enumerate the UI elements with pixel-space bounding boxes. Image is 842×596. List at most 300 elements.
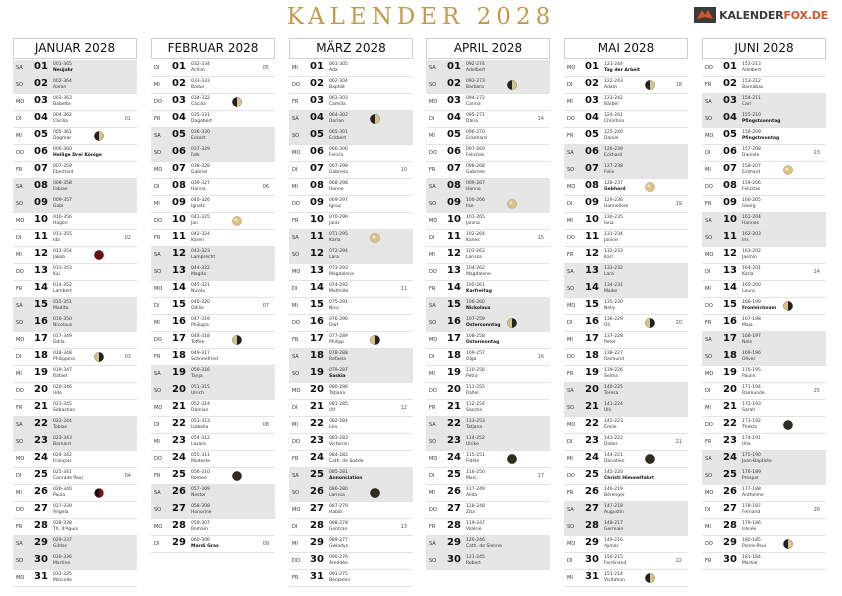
day-info <box>742 538 766 550</box>
day-info <box>191 538 219 550</box>
day-of-year: 096-270 <box>466 130 485 135</box>
day-info <box>466 368 485 380</box>
day-of-year: 177-188 <box>742 487 761 492</box>
day-row <box>151 332 275 349</box>
day-row <box>151 264 275 281</box>
day-info <box>329 317 348 329</box>
name-day: Aaron <box>53 85 67 90</box>
name-day: Cath. de Suède <box>329 459 364 464</box>
name-day: Karla <box>742 272 754 277</box>
day-number: 22 <box>585 418 599 429</box>
name-day: Carl <box>742 102 751 107</box>
day-of-year: 036-330 <box>191 130 210 135</box>
weekday-label: MO <box>429 456 438 462</box>
name-day: Tanja <box>191 374 203 379</box>
weekday-label: DI <box>292 286 298 292</box>
name-day: Jasmin <box>742 255 757 260</box>
day-row <box>13 111 137 128</box>
name-day: Gabi <box>53 204 64 209</box>
day-row <box>13 570 137 587</box>
day-of-year: 176-189 <box>742 470 761 475</box>
name-day: Victorien <box>329 442 349 447</box>
day-of-year: 071-295 <box>329 232 348 237</box>
holiday-name: Nickolaus <box>466 306 491 311</box>
day-row <box>13 366 137 383</box>
day-of-year: 080-286 <box>329 385 348 390</box>
day-row <box>13 451 137 468</box>
day-number: 15 <box>723 299 737 310</box>
weekday-label: MO <box>705 252 714 258</box>
day-of-year: 111-255 <box>466 385 485 390</box>
new-moon-icon <box>370 488 380 498</box>
day-row <box>151 77 275 94</box>
day-info <box>604 198 628 210</box>
weekday-label: FR <box>429 405 436 411</box>
day-row <box>13 264 137 281</box>
day-of-year: 134-231 <box>604 283 623 288</box>
day-number: 15 <box>447 299 461 310</box>
day-of-year: 065-301 <box>329 130 348 135</box>
day-info <box>53 113 72 125</box>
day-row <box>426 298 550 315</box>
day-info <box>466 215 485 227</box>
day-info <box>191 351 218 363</box>
day-row <box>564 196 688 213</box>
weekday-label: SO <box>292 252 300 258</box>
day-number: 16 <box>447 316 461 327</box>
day-of-year: 033-333 <box>191 79 210 84</box>
name-day: Ignaz <box>329 204 342 209</box>
weekday-label: DI <box>292 405 298 411</box>
day-number: 25 <box>723 469 737 480</box>
weekday-label: DI <box>705 269 711 275</box>
weekday-label: FR <box>292 99 299 105</box>
day-row <box>564 162 688 179</box>
day-of-year: 063-303 <box>329 96 348 101</box>
name-day: Karla <box>329 238 341 243</box>
name-day: Hannes <box>742 221 759 226</box>
day-number: 15 <box>172 299 186 310</box>
name-day: Dagmar <box>53 136 72 141</box>
day-row <box>564 179 688 196</box>
week-number: 25 <box>813 388 820 394</box>
day-info <box>604 130 623 142</box>
day-info <box>466 147 485 159</box>
day-info <box>742 130 779 142</box>
weekday-label: FR <box>567 490 574 496</box>
day-of-year: 041-325 <box>191 215 210 220</box>
day-number: 08 <box>585 180 599 191</box>
day-info <box>53 130 72 142</box>
day-row <box>426 553 550 570</box>
name-day: Carina <box>466 102 481 107</box>
weekday-label: SA <box>429 184 436 190</box>
weekday-label: DO <box>429 150 437 156</box>
day-of-year: 169-196 <box>742 351 761 356</box>
weekday-label: SA <box>705 99 712 105</box>
day-row <box>702 349 826 366</box>
day-info <box>53 62 73 74</box>
day-number: 03 <box>585 95 599 106</box>
weekday-label: DI <box>429 116 435 122</box>
weekday-label: FR <box>16 286 23 292</box>
name-day: Oli <box>604 323 611 328</box>
day-of-year: 118-248 <box>466 504 485 509</box>
day-of-year: 172-193 <box>742 402 761 407</box>
weekday-label: DO <box>16 388 24 394</box>
day-row <box>426 213 550 230</box>
day-of-year: 077-289 <box>329 334 348 339</box>
day-of-year: 110-256 <box>466 368 485 373</box>
day-info <box>742 266 761 278</box>
day-row <box>702 162 826 179</box>
day-row <box>151 383 275 400</box>
day-number: 05 <box>172 129 186 140</box>
day-row <box>289 383 413 400</box>
day-row <box>702 434 826 451</box>
day-number: 12 <box>447 248 461 259</box>
weekday-label: DI <box>429 473 435 479</box>
name-day: Bodur <box>191 85 205 90</box>
day-number: 01 <box>447 61 461 72</box>
day-row <box>564 417 688 434</box>
weekday-label: DI <box>567 201 573 207</box>
day-info <box>742 147 761 159</box>
weekday-label: SO <box>16 558 24 564</box>
day-number: 02 <box>172 78 186 89</box>
day-of-year: 112-254 <box>466 402 485 407</box>
day-info <box>53 164 73 176</box>
name-day: Mathilde <box>329 289 349 294</box>
day-row <box>564 485 688 502</box>
day-number: 20 <box>585 384 599 395</box>
day-info <box>466 113 485 125</box>
name-day: Irénée <box>742 527 757 532</box>
weekday-label: SO <box>154 150 162 156</box>
week-number: 23 <box>813 150 820 156</box>
day-number: 02 <box>310 78 324 89</box>
day-of-year: 061-305 <box>329 62 348 67</box>
day-row <box>426 230 550 247</box>
day-row <box>426 162 550 179</box>
first-quarter-moon-icon <box>94 131 104 141</box>
name-day: Magda <box>191 272 207 277</box>
name-day: Visitation <box>604 578 625 583</box>
day-info <box>742 351 761 363</box>
day-row <box>13 281 137 298</box>
day-of-year: 154-211 <box>742 96 761 101</box>
day-of-year: 103-263 <box>466 249 485 254</box>
day-of-year: 152-213 <box>742 62 761 67</box>
day-info <box>742 453 772 465</box>
weekday-label: MO <box>429 337 438 343</box>
name-day: Gwladys <box>329 544 349 549</box>
day-of-year: 126-239 <box>604 147 623 152</box>
day-row <box>426 145 550 162</box>
full-moon-icon <box>645 182 655 192</box>
day-of-year: 060-306 <box>191 538 210 543</box>
name-day: Karl <box>604 255 613 260</box>
day-of-year: 122-243 <box>604 79 623 84</box>
day-of-year: 083-283 <box>329 436 348 441</box>
day-number: 27 <box>310 503 324 514</box>
name-day: Ferdinand <box>604 561 627 566</box>
name-day: Gildas <box>53 544 67 549</box>
day-number: 24 <box>172 452 186 463</box>
name-day: Janine <box>604 238 618 243</box>
day-number: 19 <box>310 367 324 378</box>
day-number: 29 <box>310 537 324 548</box>
day-info <box>742 215 761 227</box>
day-number: 03 <box>310 95 324 106</box>
day-info <box>742 198 761 210</box>
weekday-label: DI <box>154 422 160 428</box>
day-of-year: 173-192 <box>742 419 761 424</box>
day-number: 05 <box>447 129 461 140</box>
day-number: 30 <box>34 554 48 565</box>
day-info <box>742 334 761 346</box>
weekday-label: MO <box>567 65 576 71</box>
day-info <box>329 470 362 482</box>
day-of-year: 093-273 <box>466 79 485 84</box>
weekday-label: MI <box>154 82 160 88</box>
day-info <box>742 300 776 312</box>
day-row <box>702 111 826 128</box>
name-day: Bärbel <box>604 102 619 107</box>
day-of-year: 130-235 <box>604 215 623 220</box>
day-info <box>604 572 625 584</box>
day-number: 23 <box>310 435 324 446</box>
weekday-label: SA <box>705 456 712 462</box>
name-day: Odilie <box>191 306 204 311</box>
day-info <box>466 198 485 210</box>
name-day: Angela <box>53 510 69 515</box>
day-of-year: 024-342 <box>53 453 72 458</box>
weekday-label: MI <box>292 541 298 547</box>
day-of-year: 062-304 <box>329 79 348 84</box>
day-info <box>329 487 348 499</box>
day-info <box>742 521 761 533</box>
name-day: Ilse <box>466 204 474 209</box>
day-info <box>53 385 72 397</box>
day-info <box>53 521 78 533</box>
weekday-label: FR <box>154 235 161 241</box>
weekday-label: SA <box>16 541 23 547</box>
day-row <box>564 332 688 349</box>
weekday-label: FR <box>429 167 436 173</box>
day-of-year: 005-361 <box>53 130 72 135</box>
day-info <box>604 436 623 448</box>
day-row <box>702 519 826 536</box>
weekday-label: DO <box>16 150 24 156</box>
weekday-label: DI <box>567 558 573 564</box>
weekday-label: MO <box>567 422 576 428</box>
name-day: Marc <box>466 476 477 481</box>
day-info <box>742 283 761 295</box>
day-info <box>191 521 210 533</box>
day-number: 06 <box>310 146 324 157</box>
day-info <box>53 300 72 312</box>
weekday-label: MI <box>705 286 711 292</box>
weekday-label: DO <box>16 507 24 513</box>
day-row <box>702 400 826 417</box>
name-day: Felicitas <box>742 187 761 192</box>
day-row <box>564 451 688 468</box>
day-of-year: 068-298 <box>329 181 348 186</box>
brand-logo[interactable] <box>694 7 828 23</box>
name-day: Conrade Paul <box>53 476 83 481</box>
day-info <box>191 300 210 312</box>
day-number: 02 <box>585 78 599 89</box>
name-day: Didier <box>604 442 618 447</box>
day-of-year: 128-237 <box>604 181 623 186</box>
day-number: 20 <box>172 384 186 395</box>
weekday-label: MI <box>705 405 711 411</box>
day-info <box>466 555 485 567</box>
day-of-year: 121-245 <box>466 555 485 560</box>
day-number: 16 <box>34 316 48 327</box>
first-quarter-moon-icon <box>783 539 793 549</box>
name-day: Fabian <box>53 187 68 192</box>
weekday-label: SO <box>16 201 24 207</box>
name-day: Dana <box>466 119 478 124</box>
day-info <box>604 555 626 567</box>
day-info <box>466 453 485 465</box>
day-info <box>53 470 83 482</box>
day-row <box>151 196 275 213</box>
day-info <box>466 283 492 295</box>
name-day: Alida <box>466 493 478 498</box>
day-info <box>604 300 623 312</box>
day-info <box>53 96 72 108</box>
day-info <box>329 249 348 261</box>
day-of-year: 108-258 <box>466 334 485 339</box>
holiday-name: Pfingstsonntag <box>742 119 781 124</box>
day-number: 02 <box>447 78 461 89</box>
name-day: Cath. de Sienne <box>466 544 502 549</box>
name-day: Valérie <box>466 527 482 532</box>
day-info <box>466 181 485 193</box>
day-info <box>53 402 75 414</box>
name-day: Achim <box>191 68 205 73</box>
day-info <box>742 79 763 91</box>
day-row <box>289 77 413 94</box>
day-info <box>329 198 348 210</box>
weekday-label: MI <box>429 252 435 258</box>
weekday-label: SA <box>567 269 574 275</box>
day-number: 05 <box>310 129 324 140</box>
day-row <box>289 451 413 468</box>
day-info <box>604 283 623 295</box>
weekday-label: FR <box>705 320 712 326</box>
day-row <box>702 417 826 434</box>
day-of-year: 044-322 <box>191 266 210 271</box>
day-row <box>289 111 413 128</box>
weekday-label: DI <box>705 388 711 394</box>
weekday-label: DI <box>154 303 160 309</box>
day-row <box>564 519 688 536</box>
name-day: Cäcilia <box>191 102 206 107</box>
weekday-label: SO <box>429 320 437 326</box>
day-info <box>53 351 75 363</box>
week-number: 24 <box>813 269 820 275</box>
day-of-year: 091-275 <box>329 572 348 577</box>
day-of-year: 037-329 <box>191 147 210 152</box>
first-quarter-moon-icon <box>645 80 655 90</box>
day-row <box>13 60 137 77</box>
day-number: 26 <box>310 486 324 497</box>
day-of-year: 104-262 <box>466 266 485 271</box>
weekday-label: DI <box>567 439 573 445</box>
day-info <box>604 368 623 380</box>
weekday-label: DO <box>16 269 24 275</box>
weekday-label: MI <box>429 133 435 139</box>
day-of-year: 090-276 <box>329 555 348 560</box>
weekday-label: SA <box>292 354 299 360</box>
weekday-label: SA <box>705 337 712 343</box>
day-of-year: 098-268 <box>466 164 485 169</box>
day-number: 07 <box>310 163 324 174</box>
name-day: Janina <box>466 221 480 226</box>
day-info <box>191 334 210 346</box>
name-day: Iona <box>604 221 614 226</box>
day-info <box>604 538 623 550</box>
weekday-label: DI <box>16 235 22 241</box>
day-number: 29 <box>723 537 737 548</box>
weekday-label: MI <box>567 218 573 224</box>
day-number: 11 <box>172 231 186 242</box>
months-grid <box>13 38 842 588</box>
day-info <box>742 487 764 499</box>
day-info <box>466 62 485 74</box>
day-of-year: 028-338 <box>53 521 72 526</box>
name-day: Tatjana <box>329 391 346 396</box>
name-day: Teresa <box>604 391 619 396</box>
day-row <box>426 281 550 298</box>
day-number: 05 <box>585 129 599 140</box>
weekday-label: DO <box>292 201 300 207</box>
weekday-label: SO <box>429 439 437 445</box>
week-number: 13 <box>400 524 407 530</box>
day-of-year: 087-279 <box>329 504 348 509</box>
name-day: Christina <box>604 119 625 124</box>
day-info <box>191 130 210 142</box>
day-row <box>151 162 275 179</box>
day-number: 09 <box>310 197 324 208</box>
day-of-year: 140-225 <box>604 385 623 390</box>
day-number: 29 <box>172 537 186 548</box>
day-number: 17 <box>723 333 737 344</box>
day-row <box>426 519 550 536</box>
day-number: 11 <box>447 231 461 242</box>
day-row <box>13 230 137 247</box>
day-of-year: 129-236 <box>604 198 623 203</box>
day-info <box>466 402 485 414</box>
day-row <box>289 179 413 196</box>
week-number: 12 <box>400 405 407 411</box>
week-number: 21 <box>675 439 682 445</box>
day-number: 28 <box>723 520 737 531</box>
day-number: 18 <box>34 350 48 361</box>
day-number: 26 <box>447 486 461 497</box>
day-of-year: 006-360 <box>53 147 72 152</box>
day-info <box>53 334 72 346</box>
day-of-year: 048-318 <box>191 334 210 339</box>
day-of-year: 123-242 <box>604 96 623 101</box>
day-number: 19 <box>447 367 461 378</box>
day-number: 10 <box>585 214 599 225</box>
day-info <box>191 147 210 159</box>
